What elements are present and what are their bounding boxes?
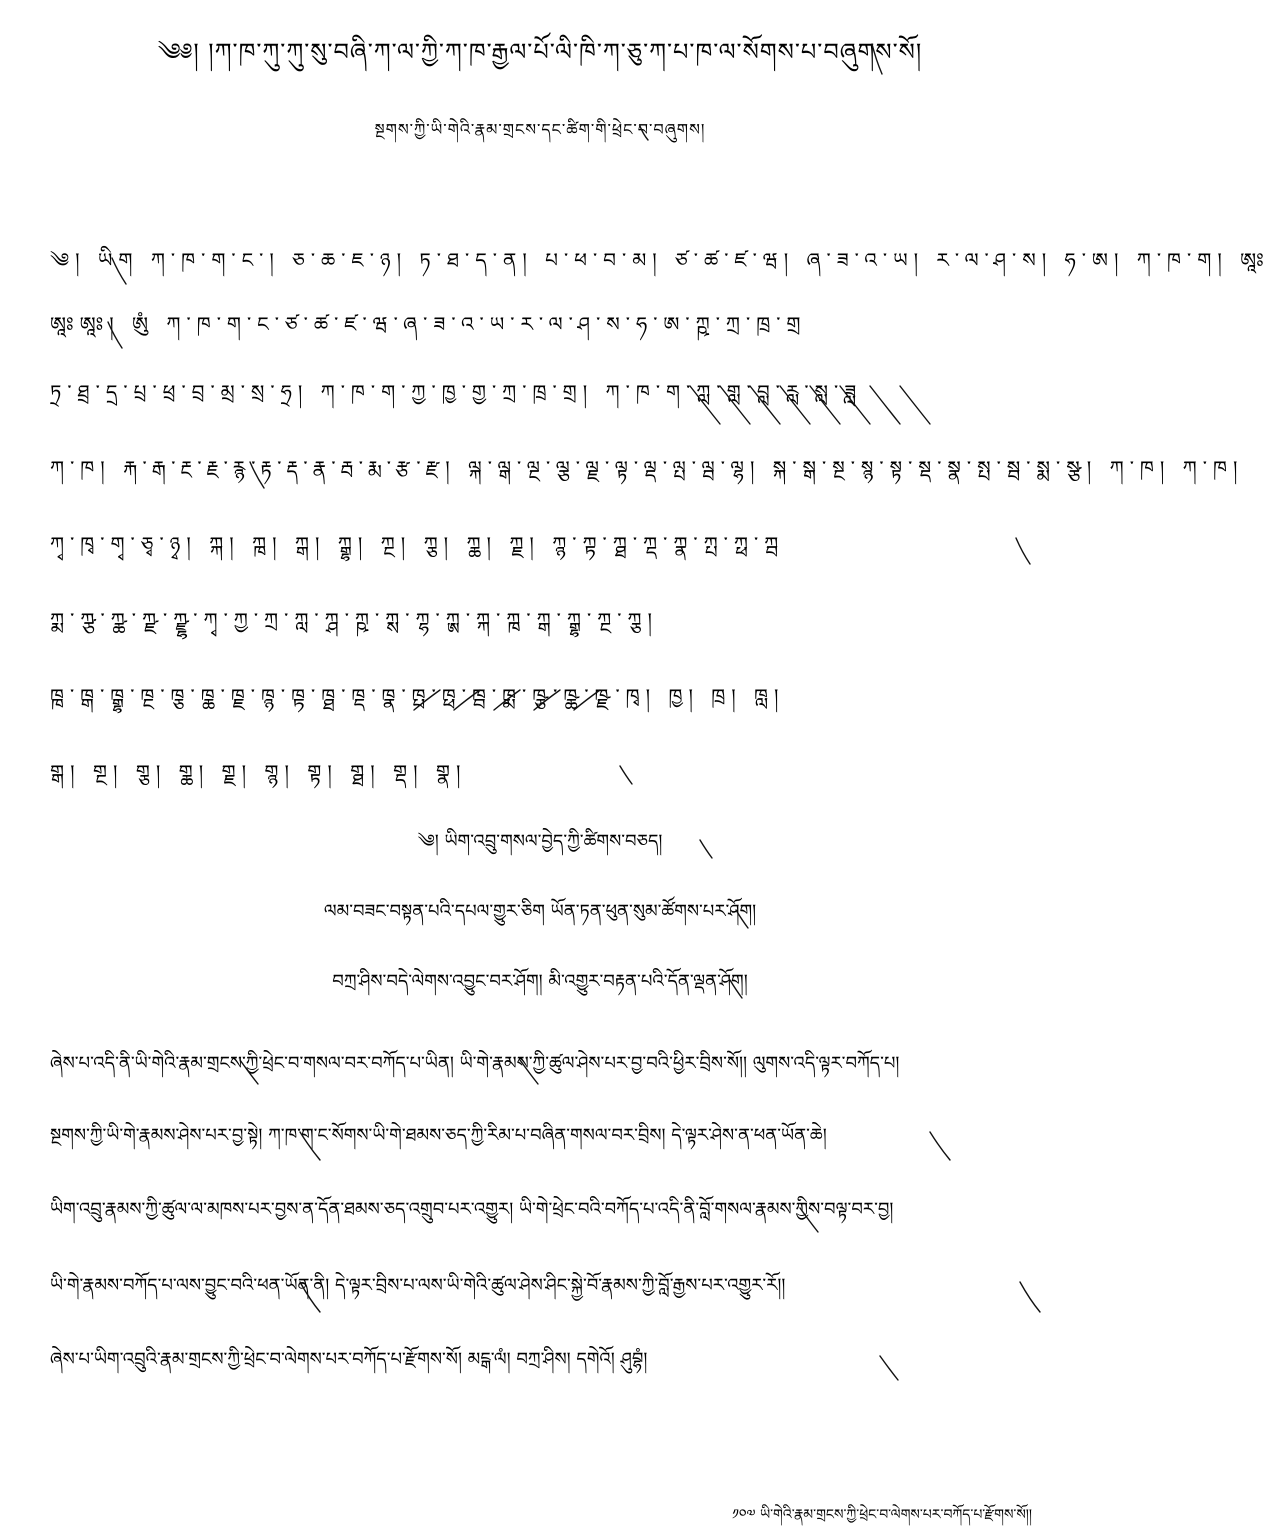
document-title: ༄༅། །ཀ་ཁ་ཀུ་ཀུ་སུ་བཞི་ཀ་ལ་ཀྱི་ཀ་ཁ་རྒྱལ་པོ་ལི་ཁི་ཀ་ཅུ་ཀ་པ་ཁ་ལ་སོགས་པ་བཞུགས་སོ།: [157, 38, 923, 66]
document-subtitle: སྔགས་ཀྱི་ཡི་གེའི་རྣམ་གྲངས་དང་ཚིག་གི་ཕྲེང་བ་བཞུགས།: [374, 120, 706, 139]
alphabet-line: ཨཱཿཨཱཿ། ཨུཾ ཀ་ཁ་ག་ང་ཙ་ཚ་ཛ་ཝ་ཞ་ཟ་འ་ཡ་ར་ལ་ཤ་ས་ཧ་ཨ་ཀྵ་ཀྲ་ཁྲ་གྲ: [50, 312, 807, 336]
paragraph-line: ཞེས་པ་ཡིག་འབྲུའི་རྣམ་གྲངས་ཀྱི་ཕྲེང་བ་ལེགས་པར་བཀོད་པ་རྫོགས་སོ། མངྒ་ལཾ། བཀྲ་ཤིས། དགེའོ། ཤུབྷཾ།: [50, 1349, 648, 1370]
paragraph-line: ཡིག་འབྲུ་རྣམས་ཀྱི་ཚུལ་ལ་མཁས་པར་བྱས་ན་དོན་ཐམས་ཅད་འགྲུབ་པར་འགྱུར། ཡི་གེ་ཕྲེང་བའི་བཀོད་པ་འདི་ནི་བློ་གསལ་རྣམས་ཀྱིས་བལྟ་བར་བྱ།: [50, 1199, 894, 1220]
alphabet-line: ཀྭ་ཁྭ་གྭ་ཅྭ་ཉྭ། ཀྐ། ཀྑ། ཀྒ། ཀྒྷ། ཀྔ། ཀྕ། ཀྖ། ཀྗ། ཀྙ་ཀྟ་ཀྠ་ཀྡ་ཀྣ་ཀྤ་ཀྥ་ཀྦ: [50, 532, 785, 556]
alphabet-line: ཀ་ཁ། རྐ་རྒ་རྔ་རྗ་རྙ་རྟ་རྡ་རྣ་རྦ་རྨ་རྩ་རྫ། ལྐ་ལྒ་ལྔ་ལྕ་ལྗ་ལྟ་ལྡ་ལྤ་ལྦ་ལྷ། སྐ་སྒ་སྔ་སྙ་སྟ་སྡ་སྣ་སྤ་སྦ་སྨ་སྩ། ཀ་ཁ། ཀ་ཁ།: [50, 456, 1244, 480]
paragraph-line: ཡི་གེ་རྣམས་བཀོད་པ་ལས་བྱུང་བའི་ཕན་ཡོན་ནི། དེ་ལྟར་བྲིས་པ་ལས་ཡི་གེའི་ཚུལ་ཤེས་ཤིང་སྐྱེ་བོ་རྣམས་ཀྱི་བློ་རྒྱས་པར་འགྱུར་རོ།།: [50, 1275, 786, 1296]
alphabet-line: ཀྨ་ཀྩ་ཀྪ་ཀྫ་ཀྫྷ་ཀྭ་ཀྱ་ཀྲ་ཀླ་ཀྴ་ཀྵ་ཀྶ་ཀྷ་ཀྸ་ཀྐ་ཀྑ་ཀྒ་ཀྒྷ་ཀྔ་ཀྕ།: [50, 608, 658, 632]
paragraph-line: སྔགས་ཀྱི་ཡི་གེ་རྣམས་ཤེས་པར་བྱ་སྟེ། ཀ་ཁ་ག་ང་སོགས་ཡི་གེ་ཐམས་ཅད་ཀྱི་རིམ་པ་བཞིན་གསལ་བར་བྲིས། དེ་ལྟར་ཤེས་ན་ཕན་ཡོན་ཆེ།: [50, 1125, 827, 1146]
alphabet-line: གྒ། གྔ། གྕ། གྖ། གྗ། གྙ། གྟ། གྠ། གྡ། གྣ།: [50, 760, 467, 784]
verse-line: བཀྲ་ཤིས་བདེ་ལེགས་འབྱུང་བར་ཤོག། མི་འགྱུར་བརྟན་པའི་དོན་ལྡན་ཤོག།: [332, 971, 748, 992]
verse-heading: ༄། ཡིག་འབྲུ་གསལ་བྱེད་ཀྱི་ཚིགས་བཅད།: [417, 831, 663, 852]
colophon: ༡༠༧ ཡི་གེའི་རྣམ་གྲངས་ཀྱི་ཕྲེང་བ་ལེགས་པར་བཀོད་པ་རྫོགས་སོ།།: [732, 1507, 1032, 1523]
alphabet-line: ཁྑ་ཁྒ་ཁྒྷ་ཁྔ་ཁྕ་ཁྖ་ཁྗ་ཁྙ་ཁྟ་ཁྠ་ཁྡ་ཁྣ་ཁྤ་ཁྥ་ཁྦ་ཁྨ་ཁྩ་ཁྪ་ཁྫ་ཁྭ། ཁྱ། ཁྲ། ཁླ།: [50, 684, 785, 708]
paragraph-line: ཞེས་པ་འདི་ནི་ཡི་གེའི་རྣམ་གྲངས་ཀྱི་ཕྲེང་བ་གསལ་བར་བཀོད་པ་ཡིན། ཡི་གེ་རྣམས་ཀྱི་ཚུལ་ཤེས་པར་བྱ་བའི་ཕྱིར་བྲིས་སོ།། ལུགས་འདི་ལྟར་བཀོད་པ།: [50, 1053, 900, 1074]
alphabet-line: ༄། ཡིག ཀ་ཁ་ག་ང་། ཅ་ཆ་ཇ་ཉ། ཏ་ཐ་ད་ན། པ་ཕ་བ་མ། ཙ་ཚ་ཛ་ཝ། ཞ་ཟ་འ་ཡ། ར་ལ་ཤ་ས། ཧ་ཨ། ཀ་ཁ་ག། ཨཱཿ: [50, 248, 1270, 272]
alphabet-line: ཏྲ་ཐྲ་དྲ་པྲ་ཕྲ་བྲ་མྲ་སྲ་ཧྲ། ཀ་ཁ་ག་ཀྱ་ཁྱ་གྱ་ཀྲ་ཁྲ་གྲ། ཀ་ཁ་ག་ཀླ་གླ་བླ་རླ་སླ་ཟླ: [50, 380, 863, 404]
verse-line: ལམ་བཟང་བསྟན་པའི་དཔལ་གྱུར་ཅིག ཡོན་ཏན་ཕུན་སུམ་ཚོགས་པར་ཤོག།: [323, 901, 757, 922]
